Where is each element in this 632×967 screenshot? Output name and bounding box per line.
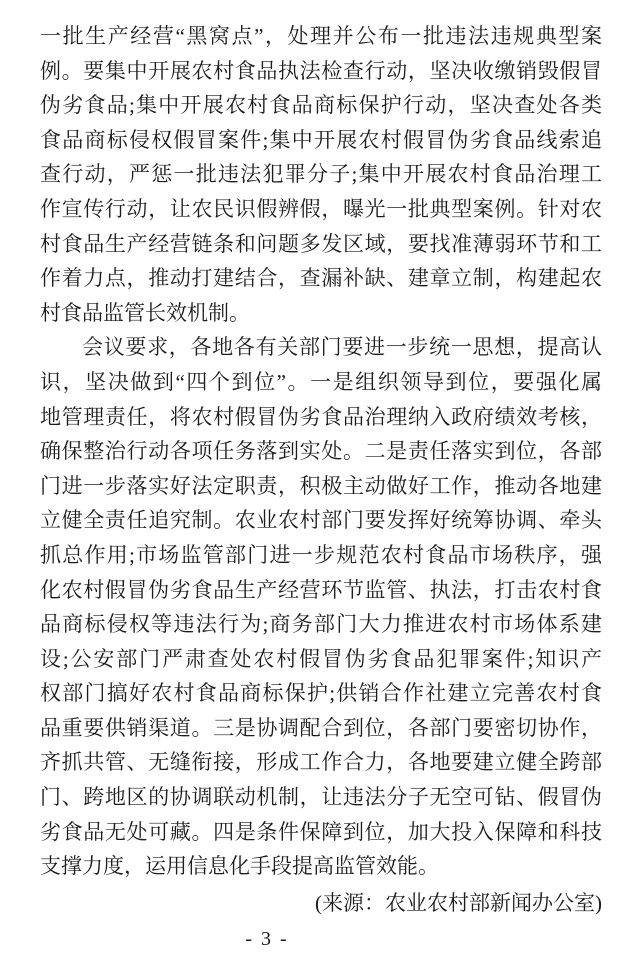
text-line: 地管理责任，将农村假冒伪劣食品治理纳入政府绩效考核， — [40, 404, 602, 429]
text-line: 会议要求，各地各有关部门要进一步统一思想，提高认 — [82, 335, 602, 360]
text-line: 作宣传行动，让农民识假辨假，曝光一批典型案例。针对农 — [40, 196, 602, 221]
text-line: 门进一步落实好法定职责，积极主动做好工作，推动各地建 — [40, 473, 602, 498]
text-line: 门、跨地区的协调联动机制，让违法分子无空可钻、假冒伪 — [40, 785, 602, 810]
text-line: 村食品生产经营链条和问题多发区域，要找准薄弱环节和工 — [40, 231, 602, 256]
text-line: 品商标侵权等违法行为;商务部门大力推进农村市场体系建 — [40, 612, 602, 637]
text-line: 食品商标侵权假冒案件;集中开展农村假冒伪劣食品线索追 — [40, 127, 602, 152]
text-line: 齐抓共管、无缝衔接，形成工作合力，各地要建立健全跨部 — [40, 750, 602, 775]
text-line: 化农村假冒伪劣食品生产经营环节监管、执法，打击农村食 — [40, 577, 602, 602]
text-line: 例。要集中开展农村食品执法检查行动，坚决收缴销毁假冒 — [40, 58, 602, 83]
text-line: 识，坚决做到“四个到位”。一是组织领导到位，要强化属 — [40, 369, 602, 394]
text-line: 伪劣食品;集中开展农村食品商标保护行动，坚决查处各类 — [40, 93, 602, 118]
text-line: 支撑力度，运用信息化手段提高监管效能。 — [40, 854, 439, 879]
document-body — [40, 19, 602, 884]
text-line: 立健全责任追究制。农业农村部门要发挥好统筹协调、牵头 — [40, 508, 602, 533]
text-line: 查行动，严惩一批违法犯罪分子;集中开展农村食品治理工 — [40, 162, 602, 187]
attribution-line: (来源：农业农村部新闻办公室) — [315, 890, 602, 915]
text-line: 村食品监管长效机制。 — [40, 300, 250, 325]
text-line: 权部门搞好农村食品商标保护;供销合作社建立完善农村食 — [40, 681, 602, 706]
text-line: 抓总作用;市场监管部门进一步规范农村食品市场秩序，强 — [40, 542, 602, 567]
text-line: 劣食品无处可藏。四是条件保障到位，加大投入保障和科技 — [40, 819, 602, 844]
text-line: 作着力点，推动打建结合，查漏补缺、建章立制，构建起农 — [40, 266, 602, 291]
text-line: 确保整治行动各项任务落到实处。二是责任落实到位，各部 — [40, 439, 602, 464]
text-line: 设;公安部门严肃查处农村假冒伪劣食品犯罪案件;知识产 — [40, 646, 602, 671]
text-line: 一批生产经营“黑窝点”，处理并公布一批违法违规典型案 — [40, 24, 602, 48]
page-number: - 3 - — [245, 928, 289, 951]
text-line: 品重要供销渠道。三是协调配合到位，各部门要密切协作， — [40, 715, 602, 740]
